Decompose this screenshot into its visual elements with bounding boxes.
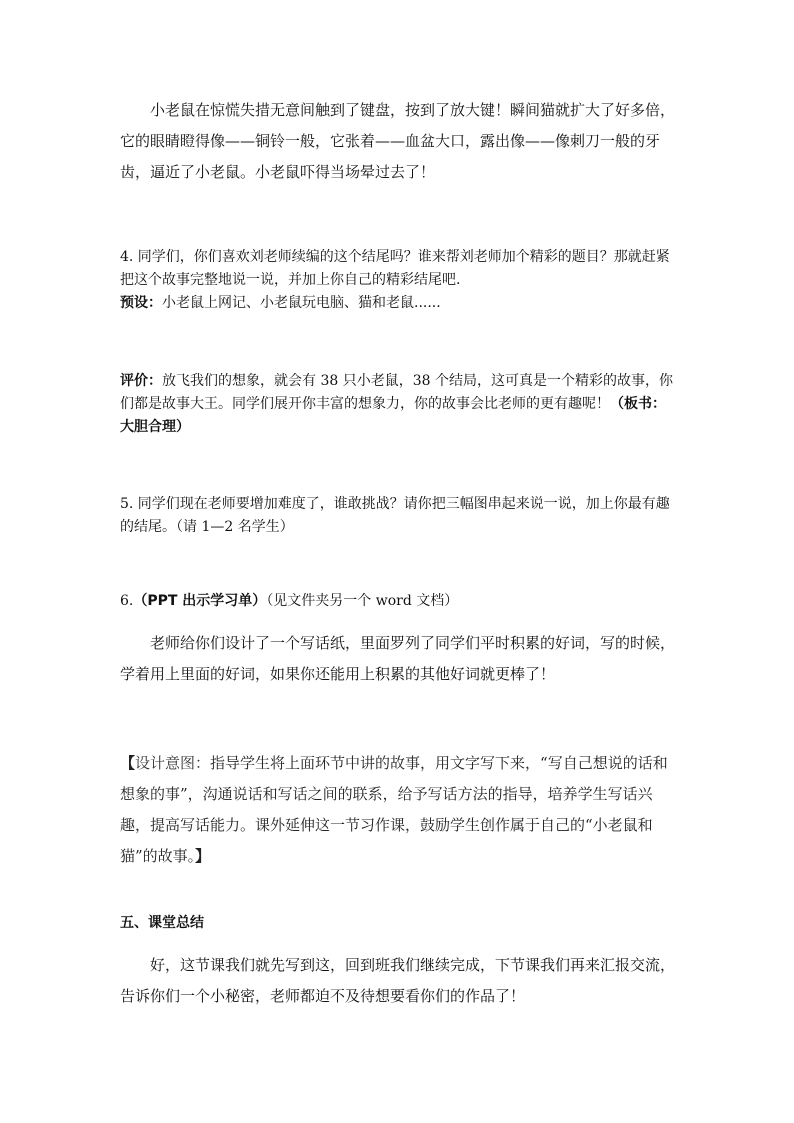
preset-text: 小老鼠上网记、小老鼠玩电脑、猫和老鼠...... xyxy=(162,295,441,311)
evaluation-label: 评价： xyxy=(120,373,162,389)
preset-label: 预设： xyxy=(120,295,162,311)
evaluation-text: 放飞我们的想象，就会有 38 只小老鼠，38 个结局，这可真是一个精彩的故事，你们都是故事大王。同学们展开你丰富的想象力，你的故事会比老师的更有趣呢！ xyxy=(120,373,673,412)
item-6-number: 6. xyxy=(120,593,134,609)
design-intent-text: 指导学生将上面环节中讲的故事，用文字写下来，“写自己想说的话和想象的事”，沟通说话和写话之间的联系，给予写话方法的指导，培养学生写话兴趣，提高写话能力。课外延伸这一节习作课，鼓励学生创作属于自己的“小老鼠和猫”的故事。 xyxy=(120,754,668,865)
item-6-bold: （PPT 出示学习单） xyxy=(133,593,267,609)
item-5: 5. 同学们现在老师要增加难度了，谁敢挑战？请你把三幅图串起来说一说，加上你最有趣的结尾。（请 1—2 名学生） xyxy=(120,496,670,535)
board-note: （板书：大胆合理） xyxy=(120,396,666,435)
design-intent-label: 设计意图： xyxy=(135,754,211,772)
summary-paragraph: 好，这节课我们就先写到这，回到班我们继续完成，下节课我们再来汇报交流，告诉你们一个小秘密，老师都迫不及待想要看你们的作品了！ xyxy=(120,956,676,1005)
design-intent xyxy=(120,748,676,872)
item-6-rest: （见文件夹另一个 word 文档） xyxy=(266,593,459,609)
bracket-close: 】 xyxy=(195,847,211,865)
item-6 xyxy=(120,590,676,613)
item-4 xyxy=(120,246,676,315)
evaluation-paragraph xyxy=(120,370,676,439)
section-heading-summary: 五、课堂总结 xyxy=(120,915,204,931)
story-paragraph: 小老鼠在惊慌失措无意间触到了键盘，按到了放大键！瞬间猫就扩大了好多倍，它的眼睛瞪得像——铜铃一般，它张着——血盆大口，露出像——像刺刀一般的牙齿，逼近了小老鼠。小老鼠吓得当场晕过去了！ xyxy=(120,101,676,181)
bracket-open: 【 xyxy=(120,754,136,772)
item-4-text: 4. 同学们，你们喜欢刘老师续编的这个结尾吗？谁来帮刘老师加个精彩的题目？那就赶紧把这个故事完整地说一说，并加上你自己的精彩结尾吧. xyxy=(120,249,670,288)
teacher-paragraph: 老师给你们设计了一个写话纸，里面罗列了同学们平时积累的好词，写的时候，学着用上里面的好词，如果你还能用上积累的其他好词就更棒了！ xyxy=(120,634,676,683)
